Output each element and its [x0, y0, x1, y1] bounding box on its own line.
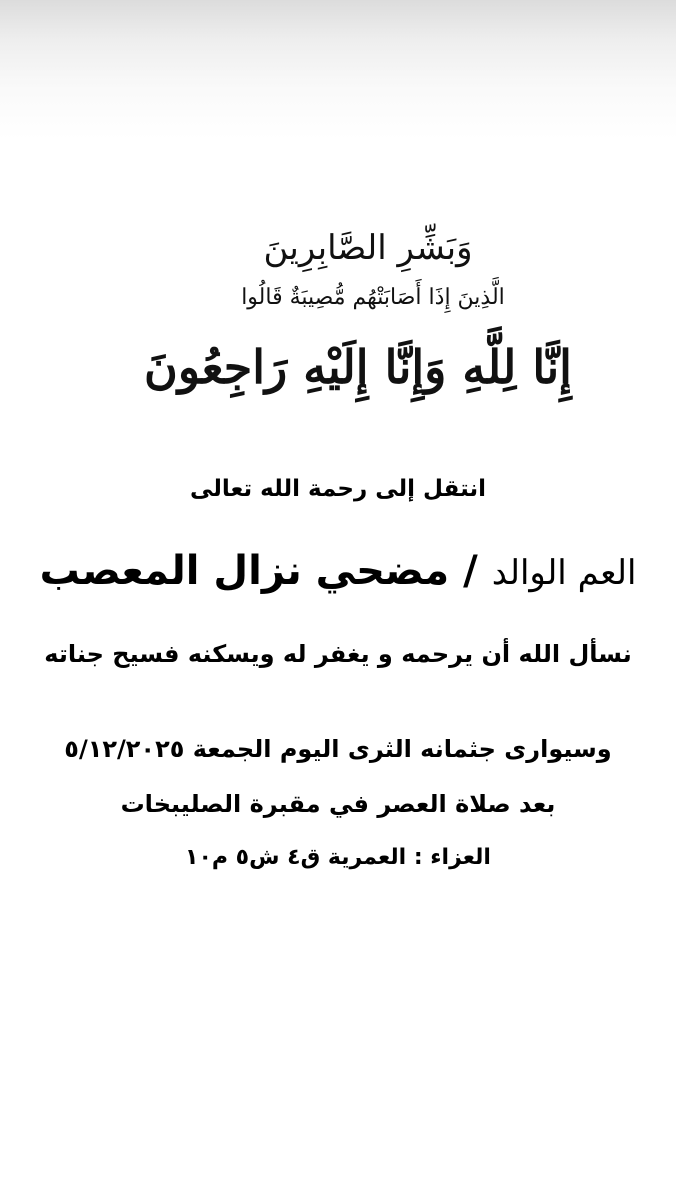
funeral-date-text: وسيوارى جثمانه الثرى اليوم الجمعة ٥/١٢/٢٠٢٥ — [64, 735, 612, 763]
name-separator: / — [463, 548, 478, 594]
deceased-name-row — [20, 548, 656, 594]
passed-away-text: انتقل إلى رحمة الله تعالى — [189, 476, 486, 502]
condolence-address-text: العزاء : العمرية ق٤ ش٥ م١٠ — [185, 845, 491, 870]
deceased-name: مضحي نزال المعصب — [39, 548, 450, 594]
burial-location-text: بعد صلاة العصر في مقبرة الصليبخات — [120, 790, 556, 818]
relation-label: العم الوالد — [491, 553, 637, 593]
verse-line-3: إِنَّا لِلَّهِ وَإِنَّا إِلَيْهِ رَاجِعُونَ — [144, 340, 572, 394]
verse-line-1: وَبَشِّرِ الصَّابِرِينَ — [263, 228, 473, 268]
verse-line-2: الَّذِينَ إِذَا أَصَابَتْهُم مُّصِيبَةٌ قَالُوا — [241, 285, 505, 310]
prayer-text: نسأل الله أن يرحمه و يغفر له ويسكنه فسيح جناته — [44, 640, 632, 668]
